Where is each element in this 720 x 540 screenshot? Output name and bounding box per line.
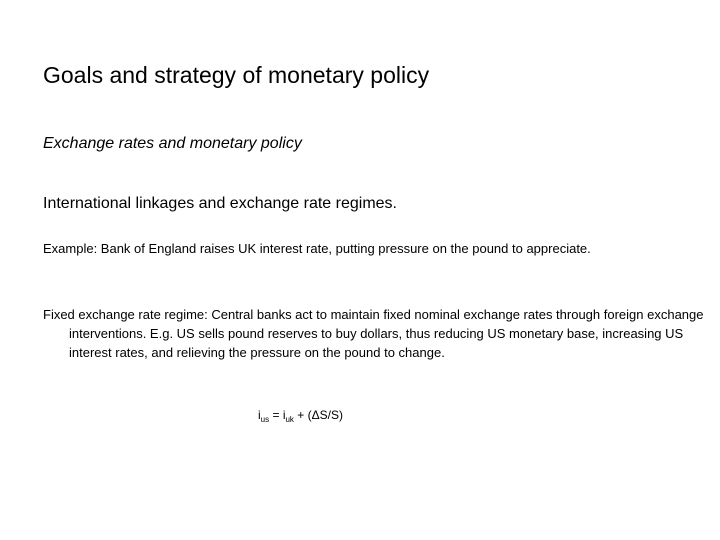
section-heading: International linkages and exchange rate regimes. <box>43 195 397 212</box>
formula-lhs-variable: i <box>258 408 261 422</box>
example-paragraph: Example: Bank of England raises UK interest rate, putting pressure on the pound to appreciate. <box>43 241 591 256</box>
slide-subtitle: Exchange rates and monetary policy <box>43 135 302 152</box>
formula-lhs-subscript: us <box>260 415 270 424</box>
formula-rhs-variable: i <box>282 408 286 422</box>
formula-equals: = <box>269 408 283 422</box>
formula-rhs-subscript: uk <box>285 415 294 424</box>
interest-parity-formula <box>258 406 343 424</box>
fixed-regime-paragraph: Fixed exchange rate regime: Central banks act to maintain fixed nominal exchange rates through foreign exchange interventions. E.g. US sells pound reserves to buy dollars, thus reducing US monetary base, increasing US interest rates, and relieving the pressure on the pound to change. <box>43 307 704 360</box>
slide-title: Goals and strategy of monetary policy <box>43 62 430 88</box>
formula-rest: + (ΔS/S) <box>293 408 343 422</box>
